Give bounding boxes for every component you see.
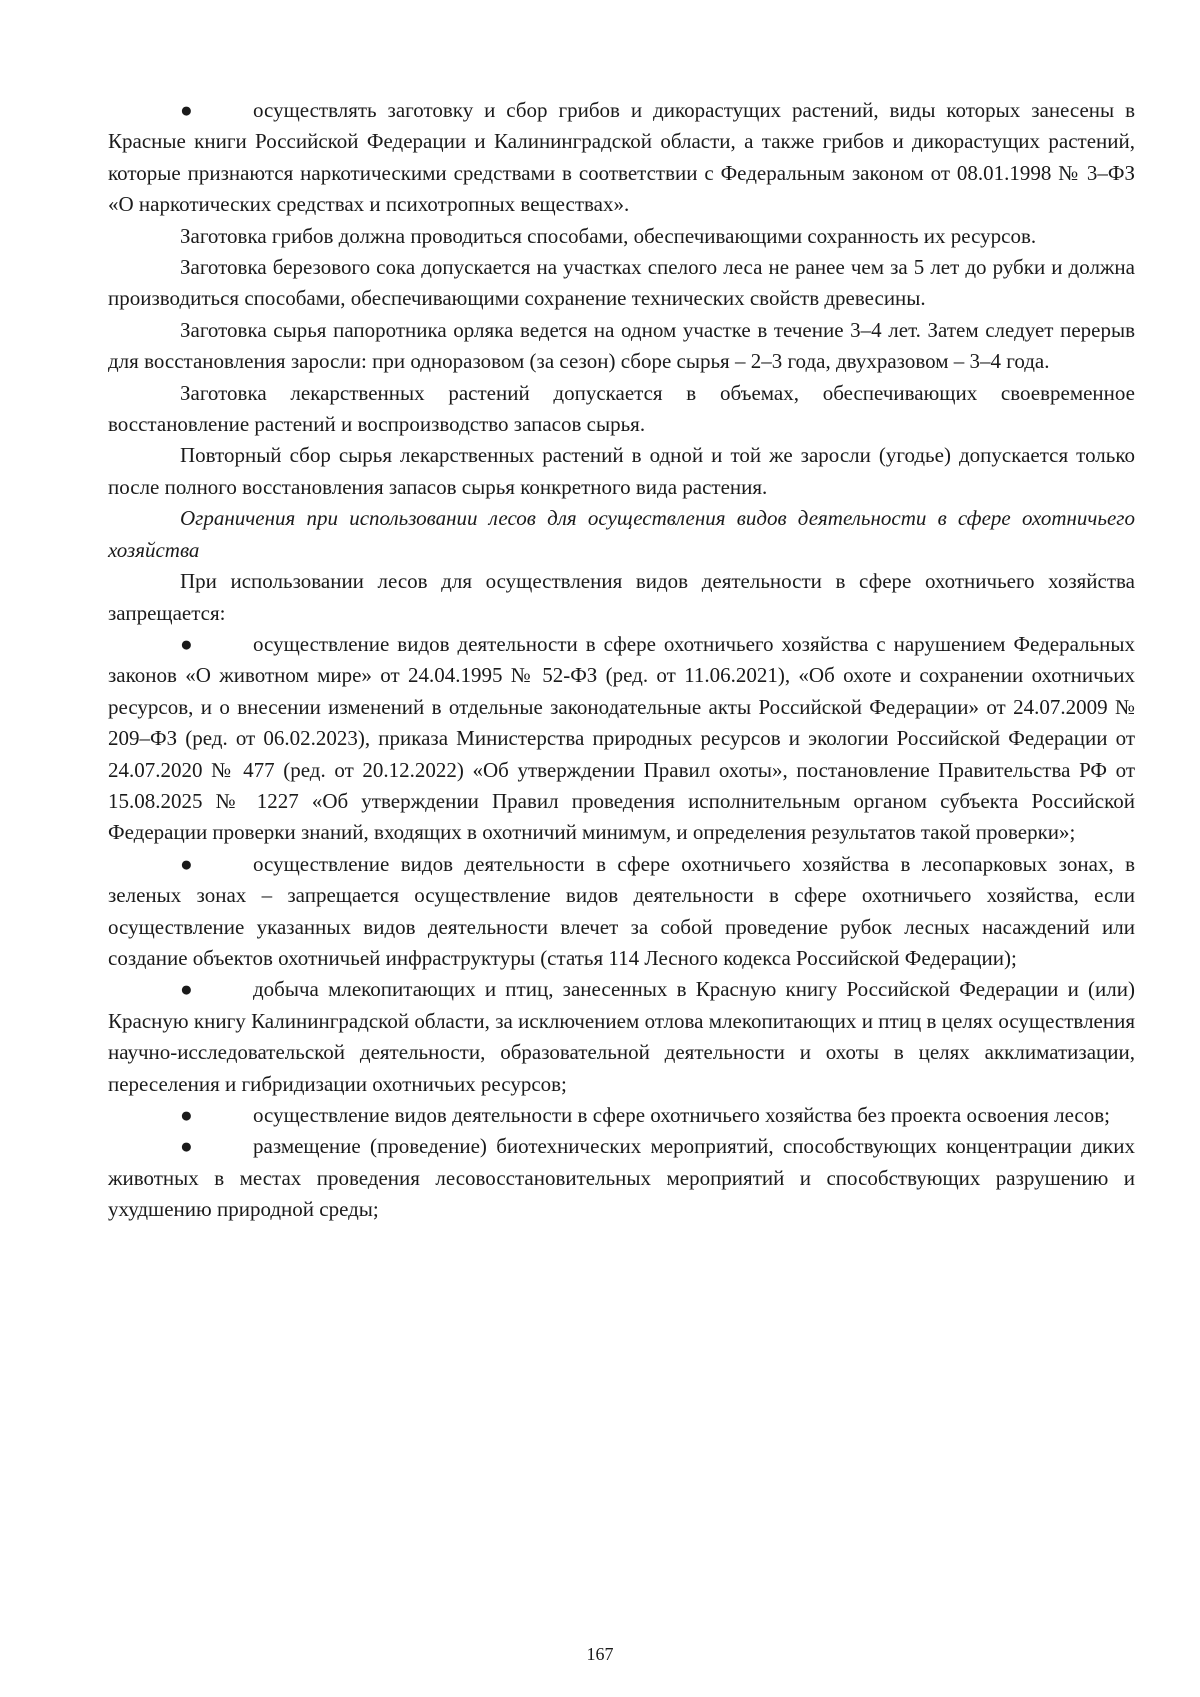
list-item-text: осуществление видов деятельности в сфере охотничьего хозяйства в лесопарковых зонах, в зеленых зонах – запрещается осуществление видов деятельности в сфере охотничьего хозяйства, если осуществление указанных видов деятельности влечет за собой проведение рубок лесных насаждений или создание объектов охотничьей инфраструктуры (статья 114 Лесного кодекса Российской Федерации); (108, 851, 1135, 970)
list-item (108, 1131, 1135, 1225)
list-item (108, 974, 1135, 1100)
paragraph: Заготовка березового сока допускается на участках спелого леса не ранее чем за 5 лет до рубки и должна производиться способами, обеспечивающими сохранение технических свойств древесины. (108, 255, 1135, 311)
paragraph: Заготовка лекарственных растений допускается в объемах, обеспечивающих своевременное восстановление растений и воспроизводство запасов сырья. (108, 380, 1135, 437)
list-item-text: добыча млекопитающих и птиц, занесенных в Красную книгу Российской Федерации и (или) Красную книгу Калининградской области, за исключением отлова млекопитающих и птиц в целях осуществления научно-исследовательской деятельности, образовательной деятельности и охоты в целях акклиматизации, переселения и гибридизации охотничьих ресурсов; (108, 977, 1135, 1096)
paragraph: При использовании лесов для осуществления видов деятельности в сфере охотничьего хозяйства запрещается: (108, 569, 1135, 625)
bullet-icon: ● (180, 98, 193, 122)
bullet-icon: ● (180, 851, 193, 876)
list-item (108, 629, 1135, 849)
paragraph: Заготовка сырья папоротника орляка ведется на одном участке в течение 3–4 лет. Затем следует перерыв для восстановления заросли: при одноразовом (за сезон) сборе сырья – 2–3 года, двухразовом – 3–4 года. (108, 317, 1135, 374)
list-item (108, 1100, 1135, 1131)
page-body (108, 95, 1135, 1226)
list-item (108, 95, 1135, 221)
bullet-icon: ● (180, 1134, 193, 1159)
bullet-icon: ● (180, 1103, 193, 1127)
list-item-text: размещение (проведение) биотехнических мероприятий, способствующих концентрации диких животных в местах проведения лесовосстановительных мероприятий и способствующих разрушению и ухудшению природной среды; (108, 1134, 1135, 1222)
page-number: 167 (586, 1644, 614, 1664)
list-item (108, 849, 1135, 975)
list-item-text: осуществление видов деятельности в сфере охотничьего хозяйства с нарушением Федеральных законов «О животном мире» от 24.04.1995 № 52-ФЗ (ред. от 11.06.2021), «Об охоте и сохранении охотничьих ресурсов, и о внесении изменений в отдельные законодательные акты Российской Федерации» от 24.07.2009 № 209–ФЗ (ред. от 06.02.2023), приказа Министерства природных ресурсов и экологии Российской Федерации от 24.07.2020 № 477 (ред. от 20.12.2022) «Об утверждении Правил охоты», постановление Правительства РФ от 15.08.2025 № 1227 «Об утверждении Правил проведения исполнительным органом субъекта Российской Федерации проверки знаний, входящих в охотничий минимум, и определения результатов такой проверки»; (108, 631, 1135, 845)
bullet-icon: ● (180, 977, 193, 1002)
list-item-text: осуществлять заготовку и сбор грибов и дикорастущих растений, виды которых занесены в Красные книги Российской Федерации и Калининградской области, а также грибов и дикорастущих растений, которые признаются наркотическими средствами в соответствии с Федеральным законом от 08.01.1998 № 3–ФЗ «О наркотических средствах и психотропных веществах». (108, 98, 1135, 217)
paragraph: Повторный сбор сырья лекарственных растений в одной и той же заросли (угодье) допускается только после полного восстановления запасов сырья конкретного вида растения. (108, 443, 1135, 499)
section-heading: Ограничения при использовании лесов для осуществления видов деятельности в сфере охотничьего хозяйства (108, 506, 1135, 562)
bullet-icon: ● (180, 631, 193, 656)
paragraph: Заготовка грибов должна проводиться способами, обеспечивающими сохранность их ресурсов. (180, 223, 1037, 248)
list-item-text: осуществление видов деятельности в сфере охотничьего хозяйства без проекта освоения лесов; (253, 1103, 1110, 1127)
